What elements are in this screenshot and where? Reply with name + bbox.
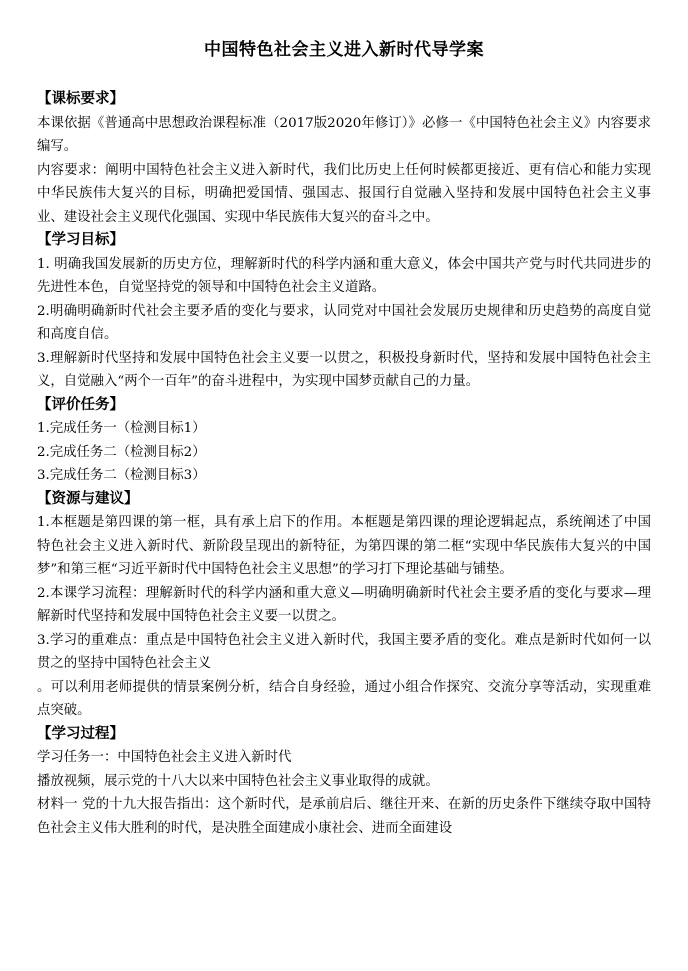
document-page [37, 36, 651, 840]
paragraph: 3.学习的重难点：重点是中国特色社会主义进入新时代，我国主要矛盾的变化。难点是新时代如何一以贯之的坚持中国特色社会主义 [37, 632, 651, 671]
paragraph: 1.本框题是第四课的第一框，具有承上启下的作用。本框题是第四课的理论逻辑起点，系统阐述了中国特色社会主义进入新时代、新阶段呈现出的新特征，为第四课的第二框“实现中华民族伟大复兴的中国梦”和第三框“习近平新时代中国特色社会主义思想”的学习打下理论基础与铺垫。 [37, 515, 651, 577]
paragraph: 2.完成任务二（检测目标2） [37, 444, 206, 460]
section-curriculum-standards [37, 88, 651, 229]
paragraph: 3.完成任务二（检测目标3） [37, 468, 206, 483]
paragraph: 材料一 党的十九大报告指出：这个新时代，是承前启后、继往开来、在新的历史条件下继续夺取中国特色社会主义伟大胜利的时代，是决胜全面建成小康社会、进而全面建设 [37, 797, 651, 836]
paragraph: 1. 明确我国发展新的历史方位，理解新时代的科学内涵和重大意义，体会中国共产党与时代共同进步的先进性本色，自觉坚持党的领导和中国特色社会主义道路。 [37, 256, 651, 295]
paragraph: 2.本课学习流程：理解新时代的科学内涵和重大意义—明确明确新时代社会主要矛盾的变化与要求—理解新时代坚持和发展中国特色社会主义要一以贯之。 [37, 585, 651, 624]
paragraph: 1.完成任务一（检测目标1） [37, 421, 206, 436]
paragraph: 学习任务一：中国特色社会主义进入新时代 [37, 750, 292, 765]
section-heading: 【学习目标】 [37, 232, 124, 248]
section-learning-process [37, 723, 651, 841]
section-heading: 【学习过程】 [37, 725, 124, 742]
section-resources-suggestions [37, 488, 651, 723]
section-evaluation-tasks [37, 394, 651, 488]
paragraph: 本课依据《普通高中思想政治课程标准（2017版2020年修订）》必修一《中国特色社会主义》内容要求编写。 [37, 115, 651, 154]
paragraph: 。可以利用老师提供的情景案例分析，结合自身经验，通过小组合作探究、交流分享等活动，实现重难点突破。 [37, 679, 651, 718]
section-heading: 【资源与建议】 [37, 490, 139, 507]
section-heading: 【课标要求】 [37, 91, 124, 107]
paragraph: 3.理解新时代坚持和发展中国特色社会主义要一以贯之，积极投身新时代，坚持和发展中国特色社会主义，自觉融入“两个一百年”的奋斗进程中，为实现中国梦贡献自己的力量。 [37, 350, 651, 389]
section-heading: 【评价任务】 [37, 396, 124, 413]
section-learning-objectives [37, 229, 651, 394]
paragraph: 2.明确明确新时代社会主要矛盾的变化与要求，认同党对中国社会发展历史规律和历史趋势的高度自觉和高度自信。 [37, 303, 651, 342]
paragraph: 内容要求：阐明中国特色社会主义进入新时代，我们比历史上任何时候都更接近、更有信心和能力实现中华民族伟大复兴的目标，明确把爱国情、强国志、报国行自觉融入坚持和发展中国特色社会主义事业、建设社会主义现代化强国、实现中华民族伟大复兴的奋斗之中。 [37, 162, 651, 225]
document-title: 中国特色社会主义进入新时代导学案 [204, 40, 484, 60]
paragraph: 播放视频，展示党的十八大以来中国特色社会主义事业取得的成就。 [37, 773, 439, 789]
